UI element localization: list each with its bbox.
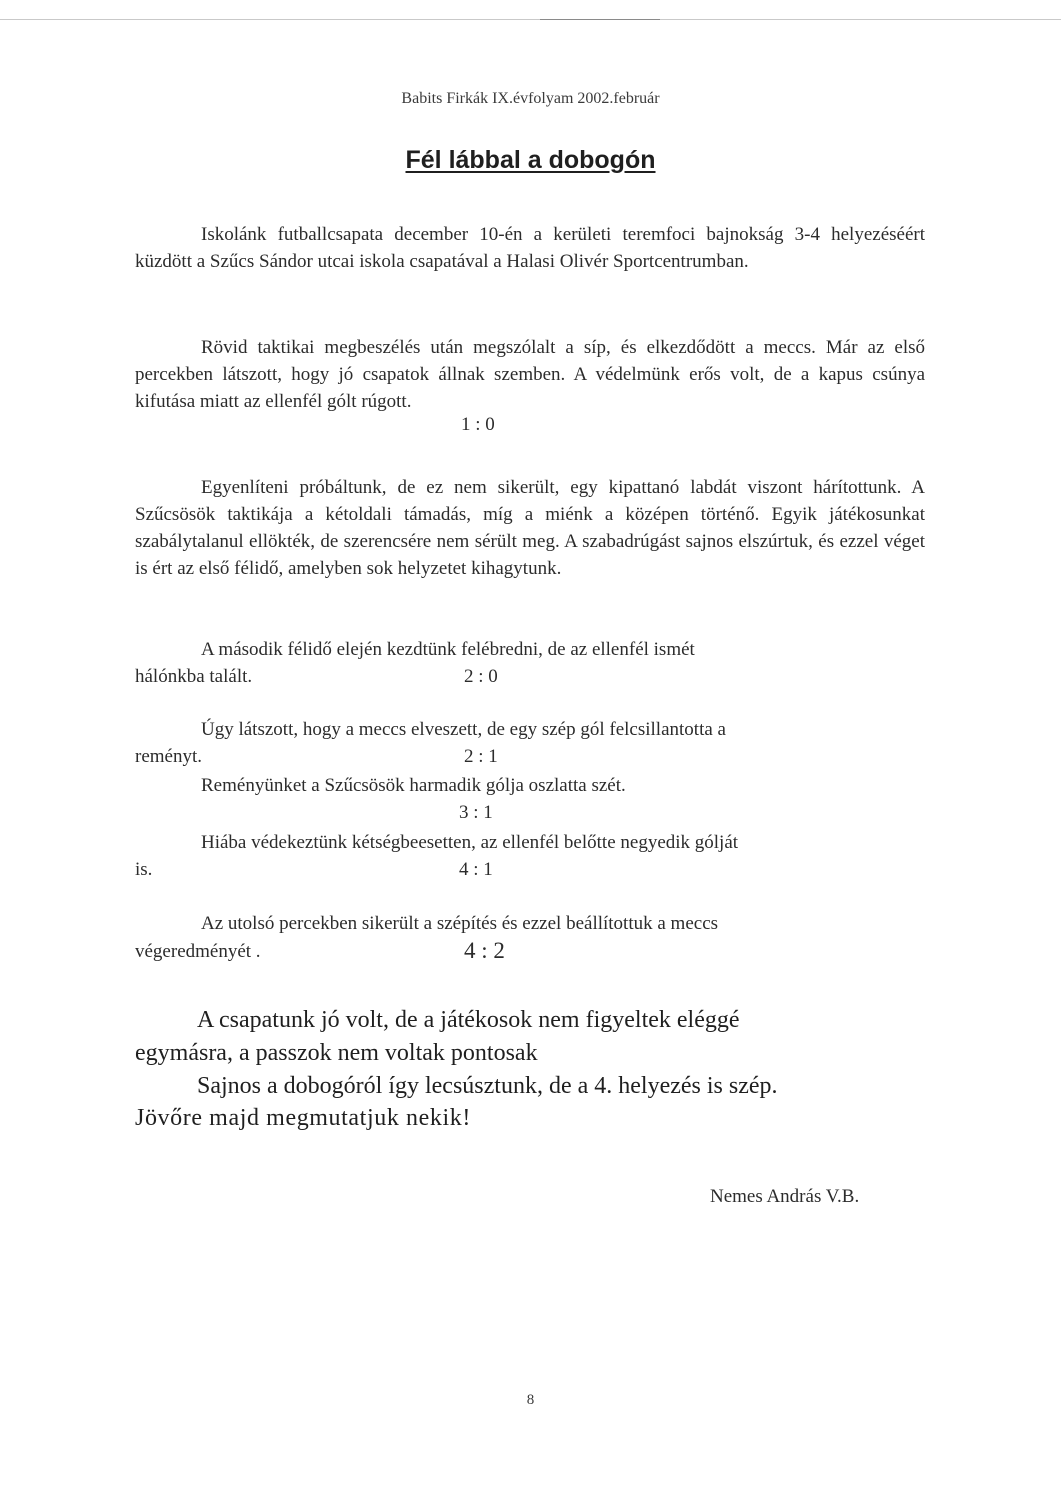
paragraph-goal-line1: Úgy látszott, hogy a meccs elveszett, de egy szép gól felcsillantotta a (201, 719, 726, 740)
score-1-0: 1 : 0 (461, 414, 495, 435)
article-title: Fél lábbal a dobogón (405, 146, 656, 174)
conclusion-line4: Jövőre majd megmutatjuk nekik! (135, 1105, 471, 1131)
paragraph-final-line2: végeredményét . (135, 941, 261, 962)
author-signature: Nemes András V.B. (710, 1186, 860, 1207)
paragraph-second-half-line1: A második félidő elején kezdtünk felébredni, de az ellenfél ismét (201, 639, 695, 660)
score-3-1: 3 : 1 (459, 802, 493, 823)
conclusion-line2: egymásra, a passzok nem voltak pontosak (135, 1040, 538, 1066)
conclusion-line3: Sajnos a dobogóról így lecsúsztunk, de a 4. helyezés is szép. (197, 1073, 778, 1099)
page-number: 8 (526, 1392, 535, 1408)
conclusion-line1: A csapatunk jó volt, de a játékosok nem figyeltek eléggé (197, 1007, 740, 1033)
paragraph-third-goal: Reményünket a Szűcsösök harmadik gólja oszlatta szét. (201, 775, 626, 796)
score-2-0: 2 : 0 (464, 666, 498, 687)
publication-header: Babits Firkák IX.évfolyam 2002.február (401, 90, 660, 107)
paragraph-fourth-goal-line1: Hiába védekeztünk kétségbeesetten, az ellenfél belőtte negyedik gólját (201, 832, 739, 853)
paragraph-first-goal: Rövid taktikai megbeszélés után megszólalt a síp, és elkezdődött a meccs. Már az első percekben látszott, hogy jó csapatok állnak szemben. A védelmünk erős volt, de a kapus csúnya kifutása miatt az ellenfél gólt rúgott. (135, 337, 925, 412)
paragraph-first-half: Egyenlíteni próbáltunk, de ez nem sikerült, egy kipattanó labdát viszont hárítottunk. A Szűcsösök taktikája a kétoldali támadás, míg a miénk a középen történő. Egyik játékosunkat szabálytalanul ellökték, de szerencsére nem sérült meg. A szabadrúgást sajnos elszúrtuk, és ezzel véget is ért az első félidő, amelyben sok helyzetet kihagytunk. (135, 477, 925, 579)
scan-edge-line (0, 19, 1061, 20)
score-4-1: 4 : 1 (459, 859, 493, 880)
paragraph-goal-line2: reményt. (135, 746, 203, 767)
score-4-2: 4 : 2 (464, 938, 505, 963)
paragraph-second-half-line2: hálónkba talált. (135, 666, 253, 687)
paragraph-fourth-goal-line2: is. (135, 859, 153, 880)
paragraph-intro: Iskolánk futballcsapata december 10-én a kerületi teremfoci bajnokság 3-4 helyezéséért küzdött a Szűcs Sándor utcai iskola csapatával a Halasi Olivér Sportcentrumban. (135, 224, 925, 272)
score-2-1: 2 : 1 (464, 746, 498, 767)
paragraph-final-line1: Az utolsó percekben sikerült a szépítés és ezzel beállítottuk a meccs (201, 913, 719, 934)
